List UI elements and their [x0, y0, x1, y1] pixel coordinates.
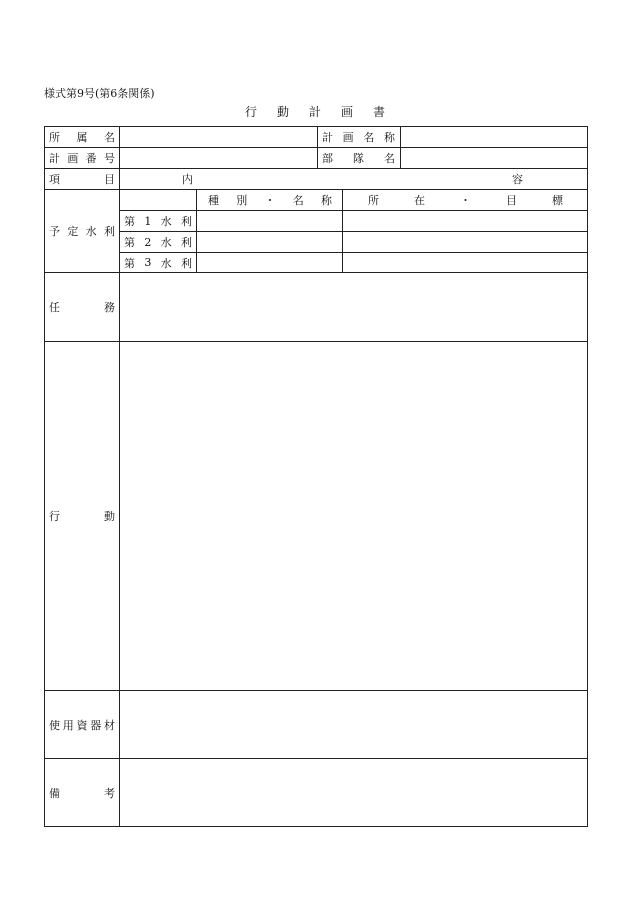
unit-name-label: 部 隊 名	[322, 152, 395, 165]
title-char: 画	[341, 105, 354, 119]
planned-water-label: 予 定 水 利	[49, 225, 115, 238]
water-source-3-type-field[interactable]	[197, 253, 342, 272]
affiliation-label: 所 属 名	[49, 131, 115, 144]
water-source-3-location-field[interactable]	[343, 253, 587, 272]
item-header: 項 目	[49, 173, 115, 186]
equipment-field[interactable]	[120, 691, 587, 758]
remarks-field[interactable]	[120, 759, 587, 826]
col-divider	[317, 126, 318, 168]
content-header-right: 容	[512, 173, 523, 186]
title-char: 書	[373, 105, 386, 119]
mission-field[interactable]	[120, 273, 587, 341]
title-char: 計	[308, 105, 321, 119]
water-source-1-label: 第 1 水 利	[124, 214, 192, 228]
plan-name-field[interactable]	[401, 127, 587, 147]
water-source-1-type-field[interactable]	[197, 211, 342, 231]
content-header-left: 内	[182, 173, 193, 186]
plan-number-label: 計 画 番 号	[49, 152, 115, 165]
form-number-label: 様式第9号(第6条関係)	[44, 87, 155, 100]
action-label: 行 動	[49, 510, 115, 523]
water-source-2-type-field[interactable]	[197, 232, 342, 252]
water-source-2-location-field[interactable]	[343, 232, 587, 252]
unit-name-field[interactable]	[401, 148, 587, 168]
water-source-1-location-field[interactable]	[343, 211, 587, 231]
document-title	[0, 103, 630, 120]
water-source-3-label: 第 3 水 利	[124, 256, 192, 270]
mission-label: 任 務	[49, 301, 115, 314]
action-field[interactable]	[120, 342, 587, 690]
row-divider	[44, 168, 588, 169]
plan-name-label: 計 画 名 称	[322, 131, 395, 144]
water-source-2-label: 第 2 水 利	[124, 235, 192, 249]
plan-number-field[interactable]	[120, 148, 317, 168]
affiliation-field[interactable]	[120, 127, 317, 147]
equipment-label: 使 用 資 器 材	[49, 718, 115, 732]
remarks-label: 備 考	[49, 786, 115, 800]
location-header: 所 在 ・ 目 標	[368, 194, 563, 207]
title-char: 行	[244, 105, 257, 119]
type-name-header: 種 別 ・ 名 称	[208, 194, 332, 207]
title-char: 動	[276, 105, 289, 119]
